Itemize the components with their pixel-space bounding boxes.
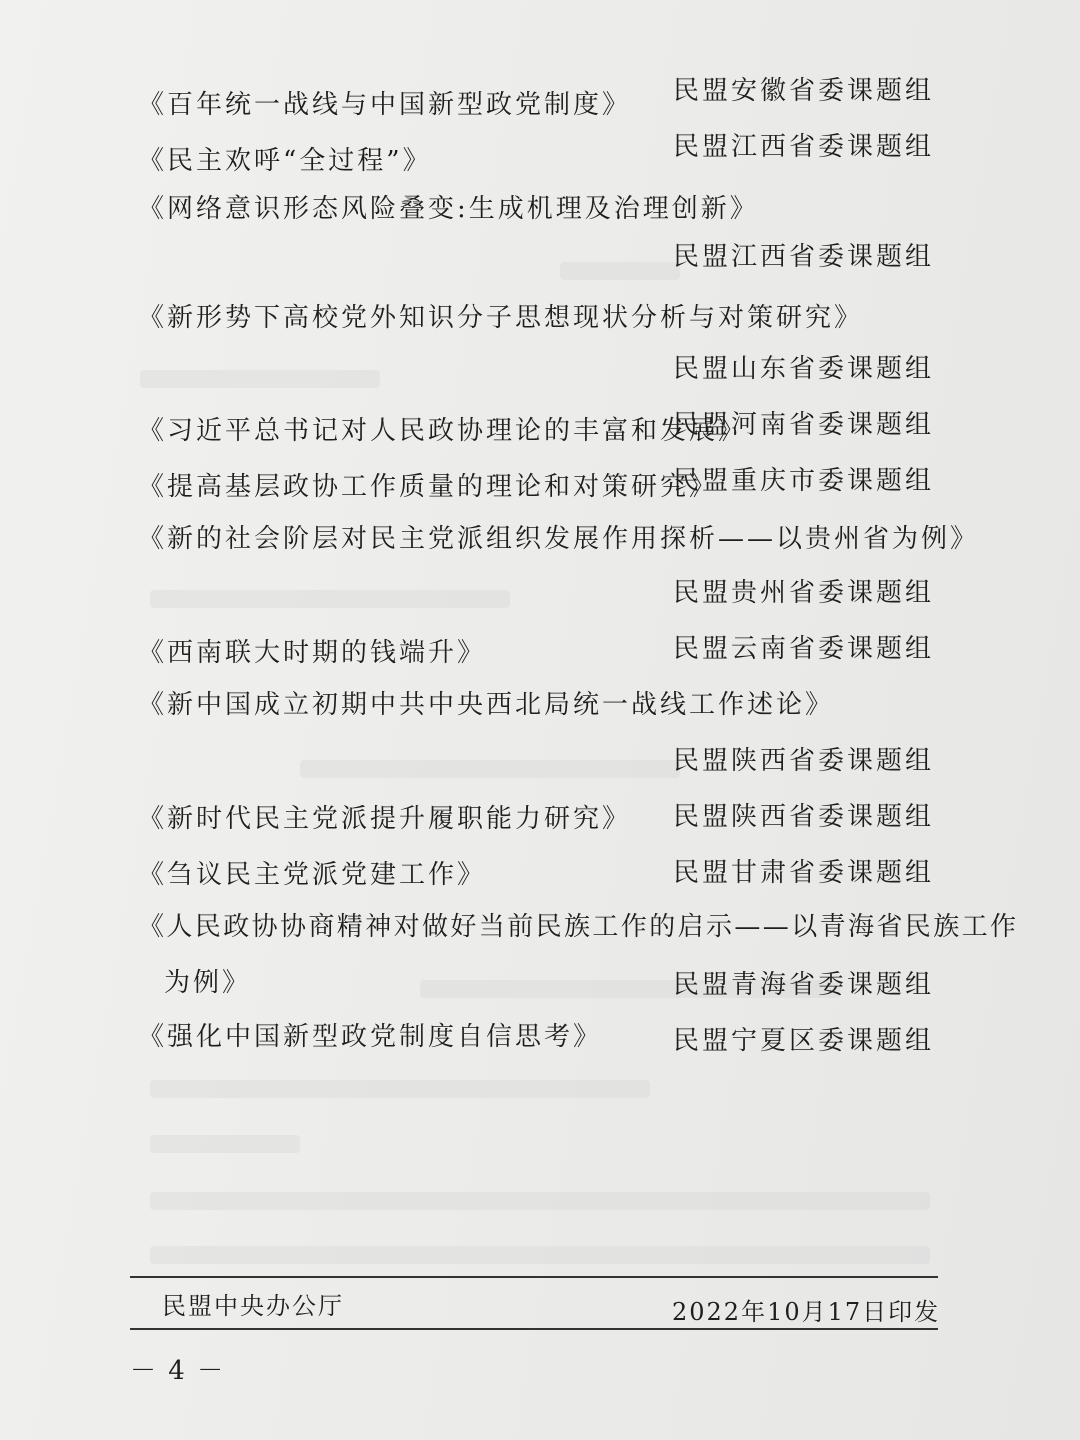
paper-title: 《新时代民主党派提升履职能力研究》 — [138, 804, 632, 834]
footer-bottom-rule — [130, 1328, 938, 1330]
paper-title: 《民主欢呼“全过程”》 — [138, 146, 432, 176]
paper-title: 《刍议民主党派党建工作》 — [138, 860, 487, 890]
page-number: － 4 － — [130, 1356, 226, 1386]
paper-title: 《百年统一战线与中国新型政党制度》 — [138, 90, 632, 120]
paper-title: 《新形势下高校党外知识分子思想现状分析与对策研究》 — [138, 303, 864, 333]
paper-author-group: 民盟江西省委课题组 — [672, 132, 934, 162]
paper-title: 《新的社会阶层对民主党派组织发展作用探析——以贵州省为例》 — [138, 524, 980, 554]
paper-author-group: 民盟青海省委课题组 — [672, 970, 934, 1000]
paper-author-group: 民盟云南省委课题组 — [672, 634, 934, 664]
bleed-through — [140, 370, 380, 388]
bleed-through — [300, 760, 680, 778]
paper-title: 《提高基层政协工作质量的理论和对策研究》 — [138, 472, 719, 502]
bleed-through — [150, 1080, 650, 1098]
paper-author-group: 民盟陕西省委课题组 — [672, 746, 934, 776]
paper-author-group: 民盟陕西省委课题组 — [672, 802, 934, 832]
paper-title: 《新中国成立初期中共中央西北局统一战线工作述论》 — [138, 690, 835, 720]
paper-author-group: 民盟河南省委课题组 — [672, 410, 934, 440]
paper-author-group: 民盟山东省委课题组 — [672, 354, 934, 384]
paper-title-continued: 为例》 — [164, 968, 252, 998]
paper-title: 《强化中国新型政党制度自信思考》 — [138, 1022, 603, 1052]
paper-author-group: 民盟贵州省委课题组 — [672, 578, 934, 608]
paper-title: 《人民政协协商精神对做好当前民族工作的启示——以青海省民族工作 — [138, 912, 1019, 942]
paper-title: 《西南联大时期的钱端升》 — [138, 638, 487, 668]
bleed-through — [150, 1246, 930, 1264]
paper-title: 《习近平总书记对人民政协理论的丰富和发展》 — [138, 416, 748, 446]
paper-author-group: 民盟甘肃省委课题组 — [672, 858, 934, 888]
bleed-through — [150, 1135, 300, 1153]
paper-author-group: 民盟重庆市委课题组 — [672, 466, 934, 496]
bleed-through — [150, 590, 510, 608]
issue-date: 2022年10月17日印发 — [672, 1298, 941, 1326]
bleed-through — [560, 262, 680, 280]
paper-author-group: 民盟宁夏区委课题组 — [672, 1026, 934, 1056]
bleed-through — [150, 1192, 930, 1210]
paper-author-group: 民盟江西省委课题组 — [672, 242, 934, 272]
paper-title: 《网络意识形态风险叠变:生成机理及治理创新》 — [138, 194, 759, 224]
paper-author-group: 民盟安徽省委课题组 — [672, 76, 934, 106]
footer-top-rule — [130, 1276, 938, 1278]
issuer-name: 民盟中央办公厅 — [162, 1292, 344, 1320]
